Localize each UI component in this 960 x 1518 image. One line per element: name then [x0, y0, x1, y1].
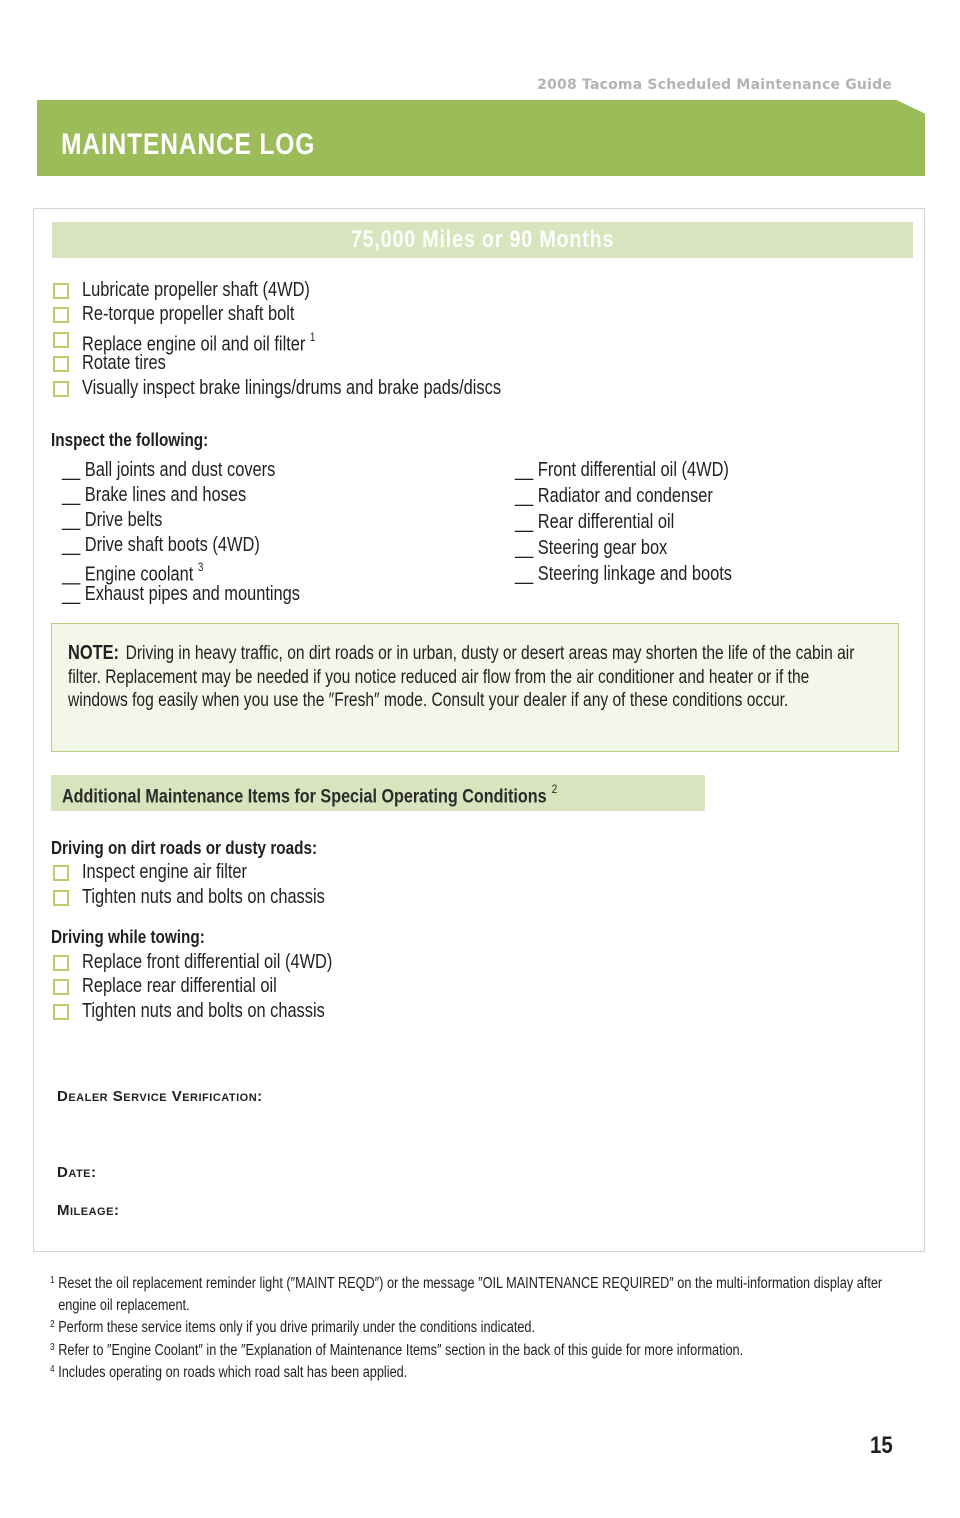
- task-checkbox[interactable]: [53, 381, 69, 397]
- task-label: Replace front differential oil (4WD): [82, 951, 333, 973]
- note-body: Driving in heavy traffic, on dirt roads or in urban, dusty or desert areas may shorten the life of the cabin air filter. Replacement may be needed if you notice reduced air flow from the air conditioner and heater or if the windows fog easily when you use the ″Fresh″ mode. Consult your dealer if any of these conditions occur.: [68, 643, 855, 711]
- inspect-item: __ Rear differential oil: [515, 511, 675, 533]
- task-checkbox[interactable]: [53, 356, 69, 372]
- footnote-number: 2: [50, 1319, 55, 1331]
- dealer-verification-label: Dealer Service Verification:: [57, 1088, 263, 1105]
- task-label: Tighten nuts and bolts on chassis: [82, 886, 325, 908]
- footnotes: [50, 1273, 886, 1384]
- footnote: 1 Reset the oil replacement reminder light (″MAINT REQD″) or the message ″OIL MAINTENANCE REQUIRED″ on the multi-information display after engine oil replacement.: [50, 1273, 886, 1317]
- inspect-item: __ Engine coolant $^3$: [62, 560, 204, 586]
- inspect-item: __ Ball joints and dust covers: [62, 459, 276, 481]
- footnote-number: 3: [50, 1341, 55, 1353]
- towing-heading: Driving while towing:: [51, 927, 205, 947]
- footnote-ref: 1: [309, 330, 316, 344]
- task-label: Re-torque propeller shaft bolt: [82, 303, 295, 325]
- interval-title: 75,000 Miles or 90 Months: [350, 226, 615, 253]
- inspect-item: __ Front differential oil (4WD): [515, 459, 729, 481]
- inspect-heading: Inspect the following:: [51, 430, 209, 450]
- footnote-number: 1: [50, 1275, 55, 1286]
- task-checkbox[interactable]: [53, 955, 69, 971]
- task-label: Inspect engine air filter: [82, 861, 248, 883]
- task-checkbox[interactable]: [53, 865, 69, 881]
- task-label: Visually inspect brake linings/drums and brake pads/discs: [82, 377, 502, 399]
- guide-title: 2008 Tacoma Scheduled Maintenance Guide: [537, 77, 892, 93]
- inspect-item: __ Drive shaft boots (4WD): [62, 534, 260, 556]
- additional-title: Additional Maintenance Items for Special Operating Conditions $^2$: [62, 782, 558, 808]
- task-checkbox[interactable]: [53, 1004, 69, 1020]
- inspect-item: __ Steering gear box: [515, 537, 668, 559]
- footnote-ref: 2: [551, 782, 558, 796]
- page-number: 15: [870, 1432, 893, 1459]
- date-label: Date:: [57, 1164, 97, 1181]
- task-checkbox[interactable]: [53, 283, 69, 299]
- inspect-item: __ Brake lines and hoses: [62, 484, 247, 506]
- footnote-number: 4: [50, 1363, 55, 1375]
- task-label: Replace rear differential oil: [82, 975, 277, 997]
- footnote: 2 Perform these service items only if you drive primarily under the conditions indicated.: [50, 1317, 886, 1339]
- footnote-ref: 3: [197, 560, 204, 574]
- task-checkbox[interactable]: [53, 332, 69, 348]
- inspect-item: __ Steering linkage and boots: [515, 563, 733, 585]
- task-label: Lubricate propeller shaft (4WD): [82, 279, 310, 301]
- task-label: Replace engine oil and oil filter $^1$: [82, 330, 316, 356]
- inspect-item: __ Drive belts: [62, 509, 163, 531]
- task-checkbox[interactable]: [53, 307, 69, 323]
- task-checkbox[interactable]: [53, 890, 69, 906]
- note-text: [68, 642, 863, 713]
- dirt-roads-heading: Driving on dirt roads or dusty roads:: [51, 838, 318, 858]
- interval-header: [52, 222, 913, 258]
- section-title: MAINTENANCE LOG: [61, 128, 316, 161]
- footnote: 4 Includes operating on roads which road salt has been applied.: [50, 1362, 886, 1384]
- mileage-label: Mileage:: [57, 1202, 120, 1219]
- task-checkbox[interactable]: [53, 979, 69, 995]
- task-label: Rotate tires: [82, 352, 166, 374]
- inspect-item: __ Radiator and condenser: [515, 485, 713, 507]
- inspect-item: __ Exhaust pipes and mountings: [62, 583, 300, 605]
- note-label: NOTE:: [68, 642, 120, 664]
- task-label: Tighten nuts and bolts on chassis: [82, 1000, 325, 1022]
- footnote: 3 Refer to ″Engine Coolant″ in the ″Explanation of Maintenance Items″ section in the back of this guide for more information.: [50, 1340, 886, 1362]
